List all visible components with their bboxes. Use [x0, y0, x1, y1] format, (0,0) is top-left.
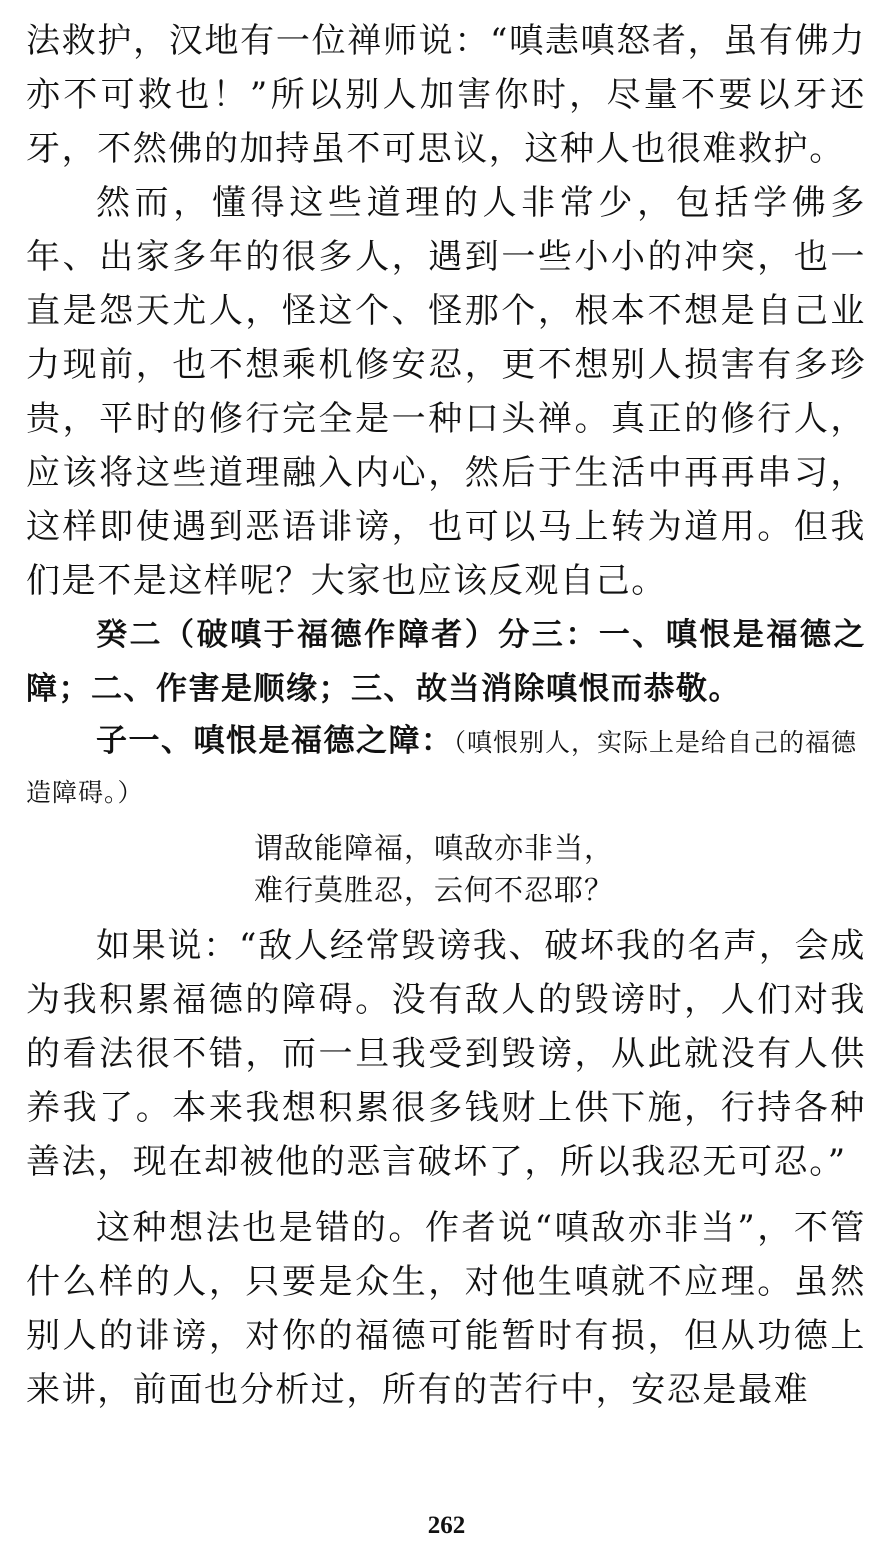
- page-body: [26, 14, 866, 1417]
- verse-line-1: 谓敌能障福，嗔敌亦非当，: [254, 831, 615, 865]
- verse-line-2: 难行莫胜忍，云何不忍耶？: [254, 873, 615, 907]
- page-number: 262: [427, 1512, 466, 1539]
- verse-block: [26, 827, 866, 911]
- paragraph-1: 法救护，汉地有一位禅师说：“嗔恚嗔怒者，虽有佛力亦不可救也！”所以别人加害你时，尽量不要以牙还牙，不然佛的加持虽不可思议，这种人也很难救护。: [26, 21, 866, 169]
- paragraph-4: 这种想法也是错的。作者说“嗔敌亦非当”，不管什么样的人，只要是众生，对他生嗔就不应理。虽然别人的诽谤，对你的福德可能暂时有损，但从功德上来讲，前面也分析过，所有的苦行中，安忍是最难: [26, 1208, 866, 1410]
- subsection-note: （嗔恨别人，实际上是给自己的福德造障碍。）: [26, 728, 858, 807]
- subsection-title: 子一、嗔恨是福德之障：: [96, 723, 454, 759]
- section-heading: 癸二（破嗔于福德作障者）分三：一、嗔恨是福德之障；二、作害是顺缘；三、故当消除嗔恨而恭敬。: [26, 617, 866, 707]
- subsection-line: [26, 716, 866, 821]
- paragraph-2: 然而，懂得这些道理的人非常少，包括学佛多年、出家多年的很多人，遇到一些小小的冲突，也一直是怨天尤人，怪这个、怪那个，根本不想是自己业力现前，也不想乘机修安忍，更不想别人损害有多珍贵，平时的修行完全是一种口头禅。真正的修行人，应该将这些道理融入内心，然后于生活中再再串习，这样即使遇到恶语诽谤，也可以马上转为道用。但我们是不是这样呢？大家也应该反观自己。: [26, 183, 866, 601]
- paragraph-3: 如果说：“敌人经常毁谤我、破坏我的名声，会成为我积累福德的障碍。没有敌人的毁谤时，人们对我的看法很不错，而一旦我受到毁谤，从此就没有人供养我了。本来我想积累很多钱财上供下施，行持各种善法，现在却被他的恶言破坏了，所以我忍无可忍。”: [26, 926, 866, 1182]
